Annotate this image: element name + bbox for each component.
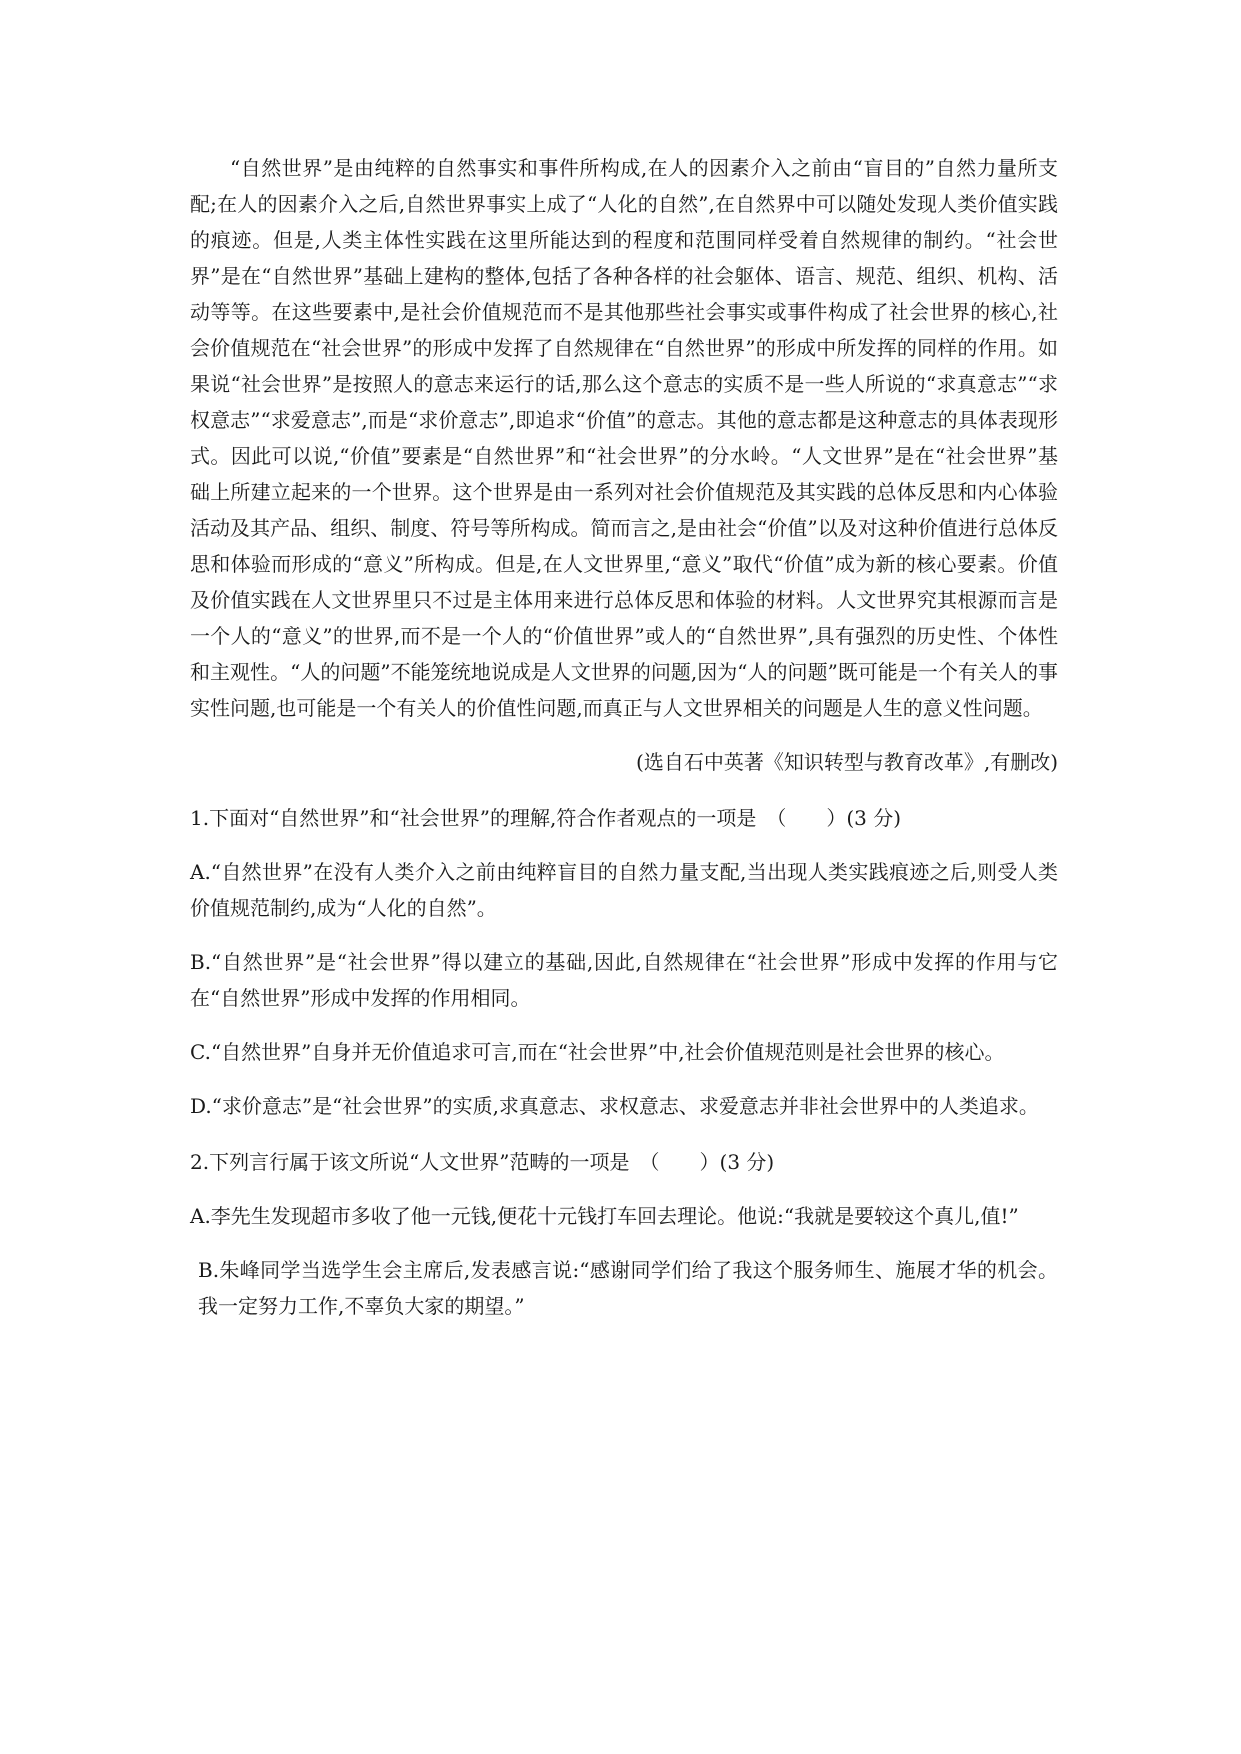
option-b: B.朱峰同学当选学生会主席后,发表感言说:“感谢同学们给了我这个服务师生、施展才华的机会。我一定努力工作,不辜负大家的期望。” (198, 1258, 1058, 1318)
option-c: C.“自然世界”自身并无价值追求可言,而在“社会世界”中,社会价值规范则是社会世界的核心。 (190, 1040, 1005, 1064)
question-1 (190, 800, 1058, 1124)
option-a: A.“自然世界”在没有人类介入之前由纯粹盲目的自然力量支配,当出现人类实践痕迹之后,则受人类价值规范制约,成为“人化的自然”。 (190, 860, 1058, 920)
option-d: D.“求价意志”是“社会世界”的实质,求真意志、求权意志、求爱意志并非社会世界中的人类追求。 (190, 1094, 1039, 1118)
question-stem: 1.下面对“自然世界”和“社会世界”的理解,符合作者观点的一项是 （ ）(3 分) (190, 806, 902, 830)
exam-page (190, 150, 1058, 1324)
option-a: A.李先生发现超市多收了他一元钱,便花十元钱打车回去理论。他说:“我就是要较这个真儿,值!” (190, 1204, 1019, 1228)
option-b: B.“自然世界”是“社会世界”得以建立的基础,因此,自然规律在“社会世界”形成中发挥的作用与它在“自然世界”形成中发挥的作用相同。 (190, 950, 1058, 1010)
reading-passage: “自然世界”是由纯粹的自然事实和事件所构成,在人的因素介入之前由“盲目的”自然力量所支配;在人的因素介入之后,自然世界事实上成了“人化的自然”,在自然界中可以随处发现人类价值实践的痕迹。但是,人类主体性实践在这里所能达到的程度和范围同样受着自然规律的制约。“社会世界”是在“自然世界”基础上建构的整体,包括了各种各样的社会躯体、语言、规范、组织、机构、活动等等。在这些要素中,是社会价值规范而不是其他那些社会事实或事件构成了社会世界的核心,社会价值规范在“社会世界”的形成中发挥了自然规律在“自然世界”的形成中所发挥的同样的作用。如果说“社会世界”是按照人的意志来运行的话,那么这个意志的实质不是一些人所说的“求真意志”“求权意志”“求爱意志”,而是“求价意志”,即追求“价值”的意志。其他的意志都是这种意志的具体表现形式。因此可以说,“价值”要素是“自然世界”和“社会世界”的分水岭。“人文世界”是在“社会世界”基础上所建立起来的一个世界。这个世界是由一系列对社会价值规范及其实践的总体反思和内心体验活动及其产品、组织、制度、符号等所构成。简而言之,是由社会“价值”以及对这种价值进行总体反思和体验而形成的“意义”所构成。但是,在人文世界里,“意义”取代“价值”成为新的核心要素。价值及价值实践在人文世界里只不过是主体用来进行总体反思和体验的材料。人文世界究其根源而言是一个人的“意义”的世界,而不是一个人的“价值世界”或人的“自然世界”,具有强烈的历史性、个体性和主观性。“人的问题”不能笼统地说成是人文世界的问题,因为“人的问题”既可能是一个有关人的事实性问题,也可能是一个有关人的价值性问题,而真正与人文世界相关的问题是人生的意义性问题。 (190, 156, 1058, 720)
question-stem: 2.下列言行属于该文所说“人文世界”范畴的一项是 （ ）(3 分) (190, 1150, 775, 1174)
question-2 (190, 1144, 1058, 1324)
passage-source: (选自石中英著《知识转型与教育改革》,有删改) (636, 750, 1058, 774)
